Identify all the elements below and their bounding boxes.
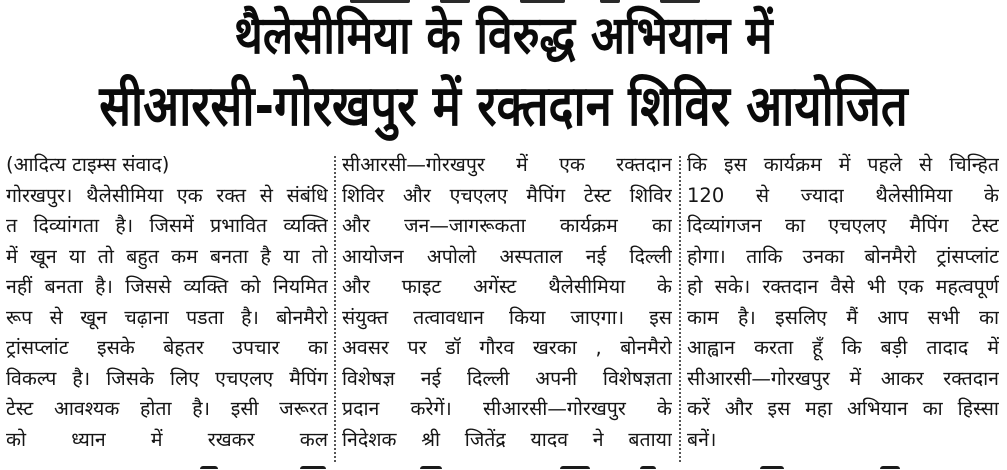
column-line: नहीं बनता है। जिससे व्यक्ति को नियमित <box>6 275 328 298</box>
column-divider <box>679 156 681 462</box>
column-line: ट्रांसप्लांट इसके बेहतर उपचार का <box>6 336 328 359</box>
column-line: सीआरसी—गोरखपुर में आकर रक्तदान <box>687 366 999 390</box>
headline-line-2: सीआरसी-गोरखपुर में रक्तदान शिविर आयोजित <box>99 74 908 139</box>
column-line: होगा। ताकि उनका बोनमैरो ट्रांसप्लांट <box>687 244 999 268</box>
column-line: हो सके। रक्तदान वैसे भी एक महत्वपूर्ण <box>687 275 999 298</box>
column-line: और फाइट अगेंस्ट थैलेसीमिया के <box>342 275 672 298</box>
column-line: संयुक्त तत्वावधान किया जाएगा। इस <box>342 305 672 329</box>
cropped-text-strip <box>0 461 1007 469</box>
column-line: आह्वान करता हूँ कि बड़ी तादाद में <box>687 336 999 359</box>
column-line: सीआरसी—गोरखपुर में एक रक्तदान <box>342 153 672 176</box>
column-line: विशेषज्ञ नई दिल्ली अपनी विशेषज्ञता <box>342 366 672 390</box>
column-divider <box>334 156 336 462</box>
column-line: बनें। <box>687 427 717 451</box>
column-line: (आदित्य टाइम्स संवाद) <box>6 153 170 176</box>
article-column-3 <box>687 150 999 470</box>
column-line: टेस्ट आवश्यक होता है। इसी जरूरत <box>6 397 328 420</box>
article-column-1 <box>6 150 328 470</box>
column-line: 120 से ज्यादा थैलेसीमिया के <box>687 183 999 207</box>
column-line: और जन—जागरूकता कार्यक्रम का <box>342 214 672 237</box>
column-line: दिव्यांगजन का एचएलए मैपिंग टेस्ट <box>687 214 999 237</box>
article-column-2 <box>342 150 672 470</box>
column-line: रूप से खून चढ़ाना पडता है। बोनमैरो <box>6 305 328 329</box>
column-line: गोरखपुर। थैलेसीमिया एक रक्त से संबंधि <box>6 183 328 207</box>
column-line: करें और इस महा अभियान का हिस्सा <box>687 397 999 420</box>
column-line: काम है। इसलिए मैं आप सभी का <box>687 305 999 329</box>
column-line: शिविर और एचएलए मैपिंग टेस्ट शिविर <box>342 183 672 207</box>
column-line: कि इस कार्यक्रम में पहले से चिन्हित <box>687 153 999 176</box>
headline-line-1: थैलेसीमिया के विरुद्ध अभियान में <box>234 6 773 66</box>
column-line: आयोजन अपोलो अस्पताल नई दिल्ली <box>342 244 672 268</box>
column-line: निदेशक श्री जितेंद्र यादव ने बताया <box>342 427 672 451</box>
column-line: को ध्यान में रखकर कल <box>6 427 328 451</box>
column-line: त दिव्यांगता है। जिसमें प्रभावित व्यक्ति <box>6 214 328 237</box>
column-line: विकल्प है। जिसके लिए एचएलए मैपिंग <box>6 366 328 390</box>
column-line: में खून या तो बहुत कम बनता है या तो <box>6 244 328 268</box>
column-line: अवसर पर डॉ गौरव खरका , बोनमैरो <box>342 336 672 359</box>
column-line: प्रदान करेगें। सीआरसी—गोरखपुर के <box>342 397 672 420</box>
